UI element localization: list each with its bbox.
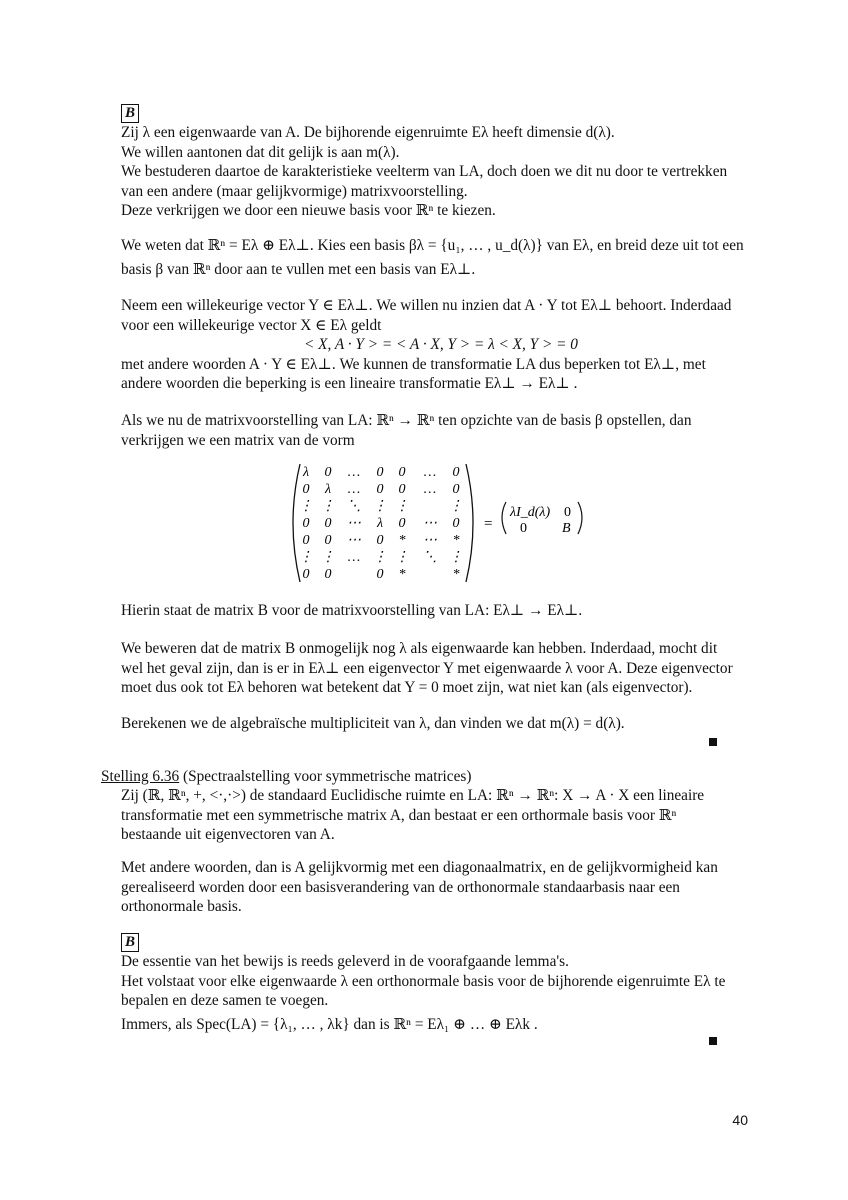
qed-square-1: [709, 738, 717, 746]
block-top-right: 0: [564, 505, 571, 520]
proof1-line-12: andere woorden die beperking is een lineaire transformatie Eλ⊥ → Eλ⊥ .: [121, 375, 578, 392]
matrix-cells: [299, 465, 463, 582]
proof2-line-3: bepalen en deze samen te voegen.: [121, 992, 329, 1009]
matrix-cell: 0: [376, 567, 384, 582]
matrix-cell: ⋮: [321, 550, 335, 565]
matrix-cell: 0: [324, 465, 332, 480]
matrix-cell: ⋮: [373, 550, 387, 565]
matrix-cell: λ: [324, 482, 332, 497]
inner-product-equation: < X, A · Y > = < A · X, Y > = λ < X, Y > = 0: [304, 336, 578, 353]
proof1-line-7: basis β van ℝⁿ door aan te vullen met een basis van Eλ⊥.: [121, 260, 476, 278]
proof1-paragraph-matrix: [121, 411, 761, 450]
matrix-cell: ⋱: [347, 499, 361, 514]
matrix-cell: λ: [302, 465, 310, 480]
matrix-cell: ⋮: [395, 550, 409, 565]
matrix-cell: ⋮: [449, 499, 463, 514]
block-matrix: [288, 462, 598, 584]
matrix-cell: 0: [452, 516, 460, 531]
theorem-remark: [121, 858, 761, 917]
matrix-cell: …: [423, 482, 437, 497]
theorem-line-2: transformatie met een symmetrische matrix A, dan bestaat er een orthormale basis voor ℝⁿ: [121, 806, 677, 824]
matrix-cell: 0: [324, 567, 332, 582]
matrix-cell: *: [452, 533, 460, 548]
matrix-cell: *: [452, 567, 460, 582]
theorem-line-1: Zij (ℝ, ℝⁿ, +, <·,·>) de standaard Euclidische ruimte en LA: ℝⁿ → ℝⁿ: X → A · X een lineaire: [121, 787, 705, 804]
proof1-line-11: met andere woorden A · Y ∈ Eλ⊥. We kunnen de transformatie LA dus beperken tot Eλ⊥, met: [121, 355, 706, 373]
block-right-paren: [578, 502, 582, 534]
proof1-line-17: wel het geval zijn, dan is er in Eλ⊥ een eigenvector Y met eigenwaarde λ voor A. Deze eigenvector: [121, 659, 733, 677]
matrix-cell: ⋯: [347, 533, 361, 548]
matrix-cell: ⋮: [321, 499, 335, 514]
theorem-name: Stelling 6.36: [101, 768, 180, 785]
proof1-line-14: verkrijgen we een matrix van de vorm: [121, 431, 355, 449]
matrix-cell: *: [398, 567, 406, 582]
proof1-line-5: Deze verkrijgen we door een nieuwe basis voor ℝⁿ te kiezen.: [121, 202, 496, 219]
matrix-cell: ⋮: [373, 499, 387, 514]
matrix-cell: …: [347, 465, 361, 480]
matrix-cell: ⋮: [299, 550, 313, 565]
matrix-cell: ⋮: [395, 499, 409, 514]
proof1-paragraph-conclusion: [121, 714, 761, 734]
theorem-title: (Spectraalstelling voor symmetrische matrices): [179, 768, 472, 785]
theorem-line-6: orthonormale basis.: [121, 898, 242, 915]
matrix-cell: 0: [398, 465, 406, 480]
block-bottom-right: B: [562, 521, 571, 536]
block-bottom-left: 0: [520, 521, 527, 536]
proof1-paragraph-orthogonal: [121, 296, 761, 394]
matrix-cell: 0: [302, 533, 310, 548]
matrix-cell: 0: [452, 482, 460, 497]
matrix-cell: 0: [452, 465, 460, 480]
matrix-cell: …: [423, 465, 437, 480]
right-paren: [466, 464, 473, 582]
matrix-cell: 0: [324, 533, 332, 548]
theorem-line-3: bestaande uit eigenvectoren van A.: [121, 826, 335, 843]
matrix-cell: 0: [398, 516, 406, 531]
proof1-paragraph-basis: [121, 236, 761, 279]
proof1-line-15: Hierin staat de matrix B voor de matrixvoorstelling van LA: Eλ⊥ → Eλ⊥.: [121, 602, 583, 619]
proof2-line-4: Immers, als Spec(LA) = {λ₁, … , λk} dan is ℝⁿ = Eλ₁ ⊕ … ⊕ Eλk .: [121, 1015, 538, 1033]
block-left-paren: [502, 502, 506, 534]
proof1-line-18: moet dus ook tot Eλ behoren wat betekent dat Y = 0 moet zijn, wat niet kan (als eigenvector).: [121, 679, 693, 696]
matrix-cell: 0: [302, 567, 310, 582]
theorem-statement: [121, 786, 761, 845]
matrix-cell: ⋮: [449, 550, 463, 565]
matrix-cell: 0: [324, 516, 332, 531]
theorem-line-5: gerealiseerd worden door een basisverandering van de orthonormale standaarbasis naar een: [121, 878, 680, 896]
matrix-cell: λ: [376, 516, 384, 531]
proof1-paragraph-hierin: [121, 601, 761, 621]
proof-block-1: [121, 103, 761, 221]
page-number: 40: [732, 1112, 748, 1128]
qed-square-2: [709, 1037, 717, 1045]
proof1-line-6: We weten dat ℝⁿ = Eλ ⊕ Eλ⊥. Kies een basis βλ = {u₁, … , u_d(λ)} van Eλ, en breid deze uit tot een: [121, 237, 744, 254]
proof1-line-8: Neem een willekeurige vector Y ∈ Eλ⊥. We willen nu inzien dat A · Y tot Eλ⊥ behoort. Inderdaad: [121, 297, 732, 314]
theorem-line-4: Met andere woorden, dan is A gelijkvormig met een diagonaalmatrix, en de gelijkvormigheid kan: [121, 859, 718, 876]
matrix-cell: ⋱: [423, 550, 437, 565]
proof-label: B: [121, 933, 139, 952]
matrix-cell: 0: [302, 482, 310, 497]
proof1-line-16: We beweren dat de matrix B onmogelijk nog λ als eigenwaarde kan hebben. Inderdaad, mocht dit: [121, 640, 718, 657]
matrix-cell: ⋯: [423, 516, 437, 531]
matrix-cell: 0: [376, 465, 384, 480]
matrix-cell: 0: [376, 482, 384, 497]
matrix-cell: …: [347, 482, 361, 497]
proof1-line-19: Berekenen we de algebraïsche multipliciteit van λ, dan vinden we dat m(λ) = d(λ).: [121, 715, 625, 732]
proof2-line-1: De essentie van het bewijs is reeds geleverd in de voorafgaande lemma's.: [121, 953, 569, 970]
proof1-line-3: We bestuderen daartoe de karakteristieke veelterm van LA, doch doen we dit nu door te vertrekken: [121, 163, 728, 180]
matrix-cell: 0: [376, 533, 384, 548]
matrix-cell: …: [347, 550, 361, 565]
proof-block-2: [121, 932, 761, 1034]
matrix-cell: 0: [302, 516, 310, 531]
proof1-line-9: voor een willekeurige vector X ∈ Eλ geldt: [121, 316, 382, 334]
matrix-cell: *: [398, 533, 406, 548]
proof2-line-2: Het volstaat voor elke eigenwaarde λ een orthonormale basis voor de bijhorende eigenruimte Eλ te: [121, 972, 726, 990]
matrix-svg: [288, 462, 598, 584]
proof1-line-2: We willen aantonen dat dit gelijk is aan m(λ).: [121, 143, 400, 161]
matrix-cell: ⋯: [347, 516, 361, 531]
proof1-line-13: Als we nu de matrixvoorstelling van LA: ℝⁿ → ℝⁿ ten opzichte van de basis β opstellen, dan: [121, 412, 692, 429]
proof1-line-4: van een andere (maar gelijkvormige) matrixvoorstelling.: [121, 182, 468, 200]
proof1-paragraph-claim: [121, 639, 761, 698]
matrix-cell: ⋯: [423, 533, 437, 548]
matrix-cell: 0: [398, 482, 406, 497]
theorem-heading: [101, 767, 761, 787]
block-top-left: λI_d(λ): [510, 505, 551, 520]
proof1-line-1: Zij λ een eigenwaarde van A. De bijhorende eigenruimte Eλ heeft dimensie d(λ).: [121, 124, 615, 141]
proof-label: B: [121, 104, 139, 123]
block-equals: =: [484, 516, 493, 532]
matrix-cell: ⋮: [299, 499, 313, 514]
